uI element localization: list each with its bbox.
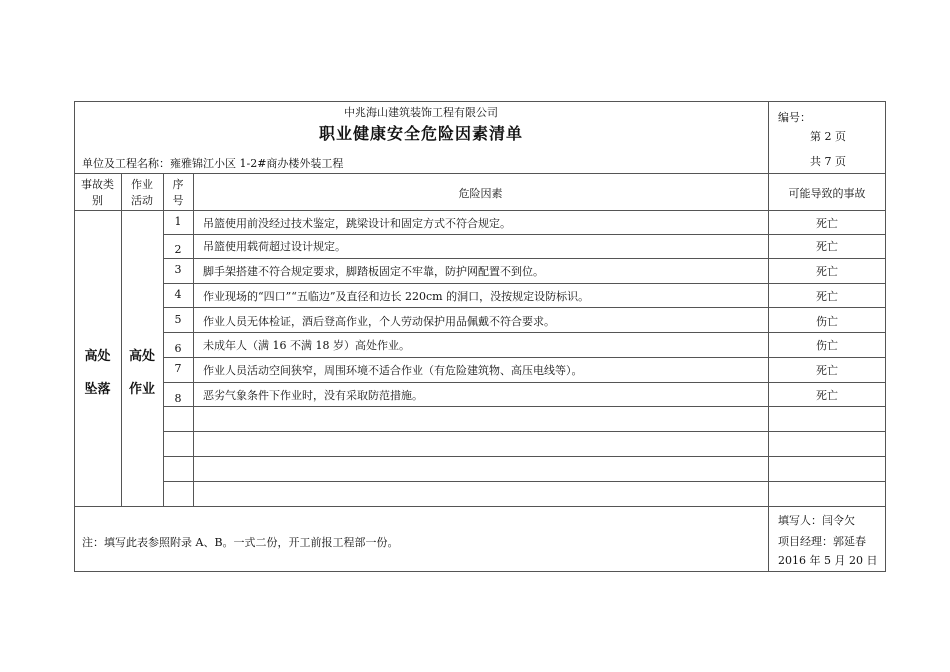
- row-hazard: 脚手架搭建不符合规定要求，脚踏板固定不牢靠，防护网配置不到位。: [203, 265, 544, 278]
- row-result: 伤亡: [816, 315, 838, 328]
- row-hazard: 吊篮使用前没经过技术鉴定，跳梁设计和固定方式不符合规定。: [203, 217, 511, 230]
- company-name: 中兆海山建筑装饰工程有限公司: [344, 106, 498, 119]
- row-number: 3: [174, 263, 182, 276]
- row-result: 死亡: [816, 364, 838, 377]
- row-hazard: 恶劣气象条件下作业时，没有采取防范措施。: [203, 389, 423, 402]
- table-bottom-rule: [74, 506, 886, 507]
- col-header-number: 序 号: [172, 178, 184, 207]
- row-result: 死亡: [816, 265, 838, 278]
- col-header-activity: 作业 活动: [131, 178, 153, 207]
- row-rule: [163, 481, 886, 482]
- footer-divider: [768, 506, 769, 572]
- col-header-category: 事故类 别: [81, 178, 114, 207]
- header-bottom-rule: [74, 173, 886, 174]
- hazard-form: [74, 101, 886, 572]
- row-rule: [163, 406, 886, 407]
- row-number: 5: [174, 313, 182, 326]
- row-hazard: 作业人员活动空间狭窄，周围环境不适合作业（有危险建筑物、高压电线等）。: [203, 364, 583, 377]
- row-rule: [163, 283, 886, 284]
- row-result: 死亡: [816, 217, 838, 230]
- row-result: 死亡: [816, 389, 838, 402]
- row-number: 7: [174, 362, 182, 375]
- row-hazard: 吊篮使用载荷超过设计规定。: [203, 240, 346, 253]
- row-rule: [163, 307, 886, 308]
- row-rule: [163, 456, 886, 457]
- row-rule: [163, 431, 886, 432]
- page-title: 职业健康安全危险因素清单: [318, 124, 523, 143]
- project-name: 单位及工程名称：雍雅锦江小区 1-2#商办楼外装工程: [82, 157, 344, 170]
- row-result: 死亡: [816, 240, 838, 253]
- row-result: 伤亡: [816, 339, 838, 352]
- row-rule: [163, 258, 886, 259]
- fill-date: 2016 年 5 月 20 日: [778, 554, 878, 567]
- col-header-hazard: 危险因素: [458, 187, 503, 200]
- col-divider: [193, 173, 194, 506]
- row-hazard: 作业人员无体检证，酒后登高作业，个人劳动保护用品佩戴不符合要求。: [203, 315, 555, 328]
- row-number: 8: [174, 392, 182, 405]
- col-header-result: 可能导致的事故: [788, 187, 866, 200]
- merged-activity: 高处 作业: [128, 349, 155, 397]
- row-rule: [163, 382, 886, 383]
- right-column-divider: [768, 101, 769, 509]
- row-number: 4: [174, 288, 182, 301]
- filler-signature: 填写人：闫令欠: [778, 514, 855, 527]
- row-rule: [163, 357, 886, 358]
- page-total: 共 7 页: [810, 155, 846, 168]
- project-manager: 项目经理：郭延春: [778, 535, 866, 548]
- serial-label: 编号：: [778, 111, 811, 124]
- page-number: 第 2 页: [810, 130, 846, 143]
- column-header-rule: [74, 210, 886, 211]
- footer-note: 注：填写此表参照附录 A、B。一式二份，开工前报工程部一份。: [82, 536, 399, 549]
- row-result: 死亡: [816, 290, 838, 303]
- merged-category: 高处 坠落: [84, 349, 111, 397]
- row-hazard: 作业现场的“四口”“五临边”及直径和边长 220cm 的洞口，没按规定设防标识。: [203, 290, 590, 303]
- row-number: 6: [174, 342, 182, 355]
- row-hazard: 未成年人（满 16 不满 18 岁）高处作业。: [203, 339, 410, 352]
- row-number: 1: [174, 215, 182, 228]
- row-number: 2: [174, 243, 182, 256]
- row-rule: [163, 234, 886, 235]
- row-rule: [163, 332, 886, 333]
